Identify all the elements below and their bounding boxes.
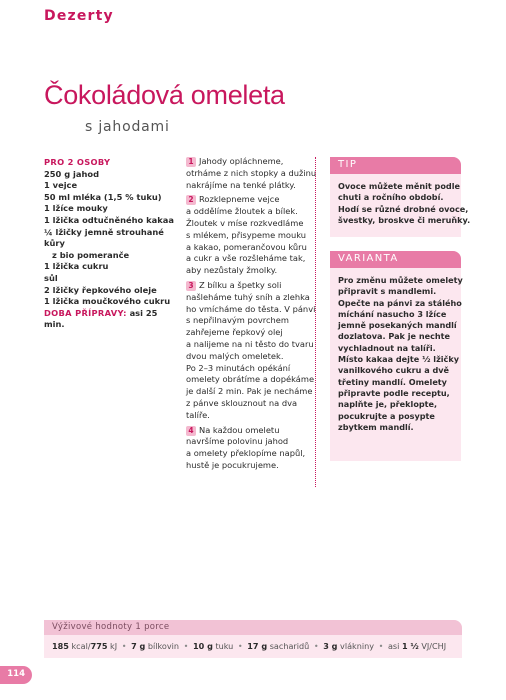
ingredient-item: 1 lžička odtučněného kakaa <box>44 214 174 225</box>
ingredient-item: 250 g jahod <box>44 168 100 179</box>
step-text: z pánve sklouznout na dva <box>186 397 298 408</box>
fat-value: 10 g <box>192 641 213 651</box>
step-text: a omelety překlopíme napůl, <box>186 448 306 459</box>
nutrition-box <box>44 620 462 658</box>
tip-text: švestky, broskve či meruňky. <box>338 214 471 225</box>
step-number: 2 <box>186 195 196 205</box>
fat-label: tuku <box>215 641 234 651</box>
protein-value: 7 g <box>131 641 146 651</box>
step-text: a kakao, pomerančovou kůru <box>186 241 307 252</box>
variant-text: vychladnout na talíři. <box>338 342 436 353</box>
variant-text: dozlatova. Pak je nechte <box>338 331 450 342</box>
variant-text: Opečte na pánvi za stálého <box>338 297 462 308</box>
step-text: Jahody opláchneme, <box>199 156 284 166</box>
variant-title: VARIANTA <box>330 251 461 268</box>
step-text: je další 2 min. Pak je necháme <box>186 386 313 397</box>
carbs-label: sacharidů <box>269 641 310 651</box>
step-text: a cukr a vše rozšleháme tak, <box>186 253 306 264</box>
separator: • <box>121 641 127 651</box>
step-4 <box>186 425 314 472</box>
ingredient-item: z bio pomeranče <box>52 249 130 260</box>
section-label: Dezerty <box>44 8 114 24</box>
step-1 <box>186 156 317 191</box>
tip-body <box>330 174 471 234</box>
separator: • <box>313 641 319 651</box>
prep-time <box>44 308 174 331</box>
step-text: otrháme z nich stopky a dužinu <box>186 167 317 178</box>
step-3 <box>186 280 314 422</box>
servings-label: PRO 2 OSOBY <box>44 157 111 167</box>
ingredients-list <box>44 157 174 331</box>
ingredient-item: ¼ lžičky jemně strouhané kůry <box>44 226 164 249</box>
page-number: 114 <box>0 666 32 684</box>
step-number: 1 <box>186 157 196 167</box>
step-text: dvou malých omeletek. <box>186 350 284 361</box>
variant-text: třetiny mandlí. Omelety <box>338 376 447 387</box>
step-text: ho vmícháme do těsta. V pánvi <box>186 303 316 314</box>
step-text: talíře. <box>186 409 210 420</box>
recipe-subtitle: s jahodami <box>85 119 170 135</box>
step-text: s nepřilnavým povrchem <box>186 315 289 326</box>
tip-text: chuti a ročního období. <box>338 192 444 203</box>
step-2 <box>186 194 314 277</box>
ingredient-item: 1 vejce <box>44 180 78 191</box>
ingredient-item: 1 lžička cukru <box>44 261 109 272</box>
separator: • <box>183 641 189 651</box>
variant-text: zbytkem mandlí. <box>338 421 414 432</box>
step-text: Rozklepneme vejce <box>199 194 280 205</box>
step-text: aby nezůstaly žmolky. <box>186 265 278 276</box>
step-text: Z bílku a špetky soli <box>199 279 282 290</box>
recipe-title: Čokoládová omeleta <box>44 80 285 110</box>
vj-unit: VJ/CHJ <box>421 641 447 651</box>
step-text: našleháme tuhý sníh a zlehka <box>186 291 310 302</box>
step-text: omelety obrátíme a dopékáme <box>186 374 315 385</box>
step-text: Na každou omeletu <box>199 424 280 435</box>
tip-title: TIP <box>330 157 461 174</box>
variant-text: připravit s mandlemi. <box>338 286 437 297</box>
step-text: hustě je pocukrujeme. <box>186 459 279 470</box>
step-text: Žloutek v míse rozkvedláme <box>186 217 304 228</box>
ingredient-item: 1 lžička moučkového cukru <box>44 296 171 307</box>
ingredient-item: 2 lžičky řepkového oleje <box>44 284 157 295</box>
prep-time-value: asi 25 min. <box>44 307 158 330</box>
step-text: navršíme polovinu jahod <box>186 436 289 447</box>
tip-text: Ovoce můžete měnit podle <box>338 181 460 191</box>
kj-unit: kJ <box>110 641 118 651</box>
variant-body <box>330 268 461 441</box>
nutrition-title: Výživové hodnoty 1 porce <box>44 620 462 635</box>
variant-text: vanilkového cukru a dvě <box>338 365 450 376</box>
vj-prefix: asi <box>387 641 400 651</box>
ingredient-item: 50 ml mléka (1,5 % tuku) <box>44 191 162 202</box>
step-text: zahřejeme řepkový olej <box>186 327 283 338</box>
nutrition-values <box>52 641 446 651</box>
step-text: a nalijeme na ni těsto do tvaru <box>186 338 314 349</box>
variant-text: připravte podle receptu, <box>338 387 450 398</box>
variant-text: míchání nasucho 3 lžíce <box>338 308 447 319</box>
column-divider <box>315 157 316 487</box>
protein-label: bílkovin <box>147 641 180 651</box>
step-text: nakrájíme na tenké plátky. <box>186 179 296 190</box>
ingredient-item: sůl <box>44 272 58 283</box>
prep-time-label: DOBA PŘÍPRAVY: <box>44 307 127 318</box>
step-number: 3 <box>186 281 196 291</box>
step-text: Po 2–3 minutách opékání <box>186 362 291 373</box>
variant-text: pocukrujte a posypte <box>338 410 435 421</box>
tip-text: Hodí se různé drobné ovoce, <box>338 203 469 214</box>
step-text: a oddělíme žloutek a bílek. <box>186 206 298 217</box>
kj-value: 775 <box>90 641 108 651</box>
variant-text: jemně posekaných mandlí <box>338 320 457 331</box>
variant-text: naplňte je, překlopte, <box>338 399 438 410</box>
variant-box <box>330 251 461 461</box>
separator: • <box>378 641 384 651</box>
step-text: s mlékem, přisypeme mouku <box>186 229 307 240</box>
variant-text: Pro změnu můžete omelety <box>338 275 463 285</box>
carbs-value: 17 g <box>247 641 268 651</box>
vj-value: 1 ½ <box>401 641 419 651</box>
fiber-value: 3 g <box>323 641 338 651</box>
kcal-unit: kcal/ <box>71 641 91 651</box>
variant-text: Místo kakaa dejte ½ lžičky <box>338 354 460 365</box>
step-number: 4 <box>186 426 196 436</box>
tip-box <box>330 157 471 237</box>
kcal-value: 185 <box>52 641 69 651</box>
steps-list <box>186 156 317 475</box>
ingredient-item: 1 lžíce mouky <box>44 203 108 214</box>
fiber-label: vlákniny <box>340 641 375 651</box>
separator: • <box>237 641 243 651</box>
